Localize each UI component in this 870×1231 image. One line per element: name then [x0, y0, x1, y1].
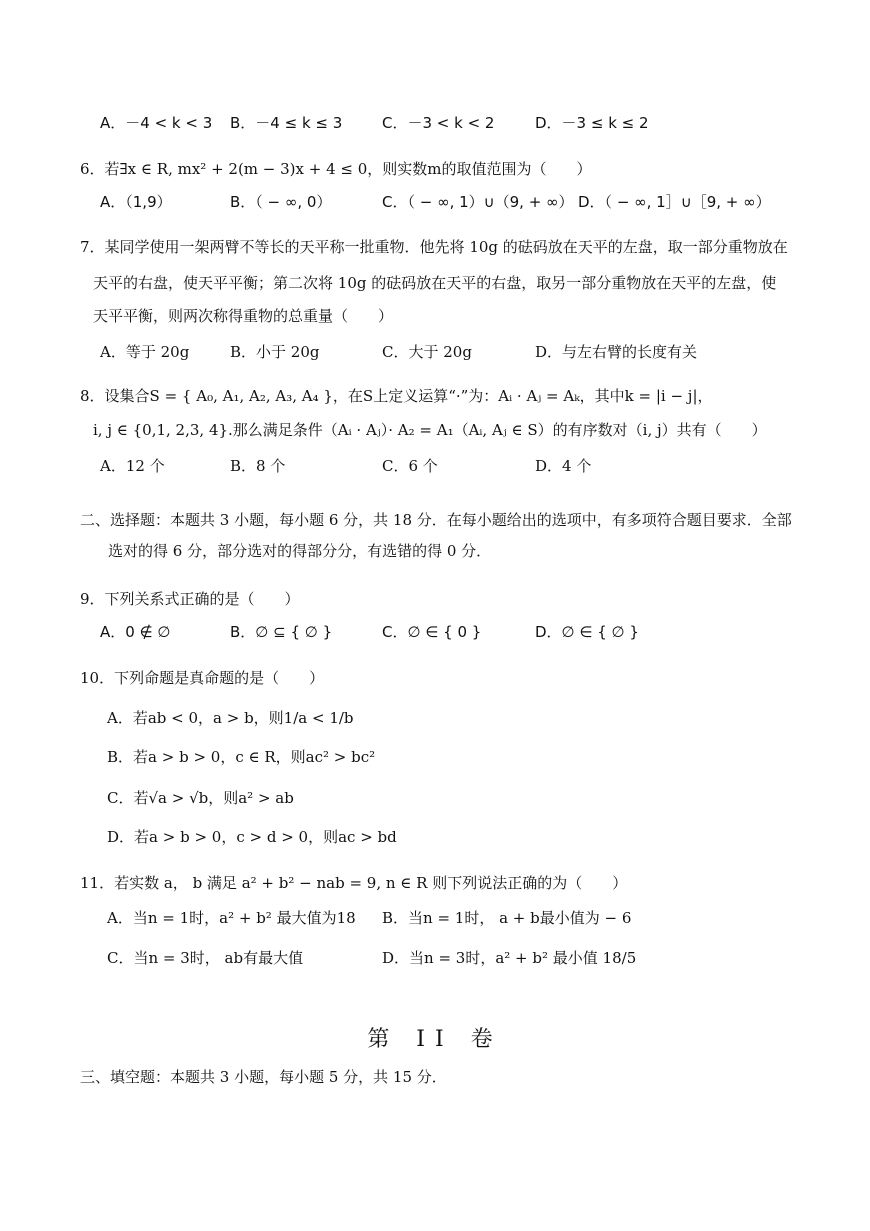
q8-option-a: A．12 个 — [100, 457, 165, 475]
q10-option-c: C．若√a > √b，则a² > ab — [107, 789, 294, 807]
q11-stem: 11．若实数 a， b 满足 a² + b² − nab = 9, n ∈ R 则下列说法正确的为（ ） — [80, 874, 628, 892]
q11-option-d: D．当n = 3时，a² + b² 最小值 18/5 — [382, 949, 637, 967]
q7-stem-line-1: 7．某同学使用一架两臂不等长的天平称一批重物．他先将 10g 的砝码放在天平的左盘，取一部分重物放在 — [80, 238, 788, 256]
q7-option-b: B．小于 20g — [230, 343, 320, 361]
q10-option-b: B．若a > b > 0，c ∈ R，则ac² > bc² — [107, 748, 376, 766]
q6-option-a: A．（1,9） — [100, 193, 172, 211]
q8-stem-line-1: 8．设集合S = { A₀, A₁, A₂, A₃, A₄ }，在S上定义运算“·”为：Aᵢ · Aⱼ = Aₖ，其中k = |i − j|， — [80, 387, 713, 405]
q10-option-d: D．若a > b > 0，c > d > 0，则ac > bd — [107, 828, 397, 846]
section-3-instructions: 三、填空题：本题共 3 小题，每小题 5 分，共 15 分． — [80, 1068, 447, 1086]
q7-stem-line-3: 天平平衡，则两次称得重物的总重量（ ） — [93, 307, 394, 325]
q9-option-a: A．0 ∉ ∅ — [100, 623, 171, 641]
q7-option-a: A．等于 20g — [100, 343, 190, 361]
q5-option-a: A．－4 < k < 3 — [100, 114, 213, 132]
q5-option-b: B．－4 ≤ k ≤ 3 — [230, 114, 343, 132]
q7-option-d: D．与左右臂的长度有关 — [535, 343, 698, 361]
q11-option-b: B．当n = 1时， a + b最小值为 − 6 — [382, 909, 632, 927]
q6-stem: 6．若∃x ∈ R, mx² + 2(m − 3)x + 4 ≤ 0，则实数m的取值范围为（ ） — [80, 160, 592, 178]
q11-option-a: A．当n = 1时，a² + b² 最大值为18 — [107, 909, 356, 927]
q8-option-b: B．8 个 — [230, 457, 286, 475]
q7-option-c: C．大于 20g — [382, 343, 472, 361]
q9-stem: 9．下列关系式正确的是（ ） — [80, 590, 300, 608]
section-2-instructions-line-2: 选对的得 6 分，部分选对的得部分分，有选错的得 0 分． — [108, 542, 492, 560]
q6-option-d: D．（ − ∞, 1］∪［9, + ∞） — [578, 193, 771, 211]
part-2-heading: 第 II 卷 — [367, 1027, 503, 1052]
q5-option-c: C．－3 < k < 2 — [382, 114, 495, 132]
q6-option-b: B．（ − ∞, 0） — [230, 193, 332, 211]
q9-option-b: B．∅ ⊆ { ∅ } — [230, 623, 333, 641]
q7-stem-line-2: 天平的右盘，使天平平衡；第二次将 10g 的砝码放在天平的右盘，取另一部分重物放在天平的左盘，使 — [93, 274, 777, 292]
q9-option-d: D．∅ ∈ { ∅ } — [535, 623, 639, 641]
q10-option-a: A．若ab < 0，a > b，则1/a < 1/b — [107, 709, 354, 727]
q11-option-c: C．当n = 3时， ab有最大值 — [107, 949, 304, 967]
q5-option-d: D．－3 ≤ k ≤ 2 — [535, 114, 649, 132]
q8-option-d: D．4 个 — [535, 457, 592, 475]
q9-option-c: C．∅ ∈ { 0 } — [382, 623, 482, 641]
q10-stem: 10．下列命题是真命题的是（ ） — [80, 669, 325, 687]
q6-option-c: C．（ − ∞, 1）∪（9, + ∞） — [382, 193, 574, 211]
section-2-instructions-line-1: 二、选择题：本题共 3 小题，每小题 6 分，共 18 分．在每小题给出的选项中，有多项符合题目要求．全部 — [80, 511, 792, 529]
q8-stem-line-2: i, j ∈ {0,1, 2,3, 4}.那么满足条件（Aᵢ · Aⱼ）· A₂ = A₁（Aᵢ, Aⱼ ∈ S）的有序数对（i, j）共有（ ） — [93, 421, 767, 439]
q8-option-c: C．6 个 — [382, 457, 438, 475]
